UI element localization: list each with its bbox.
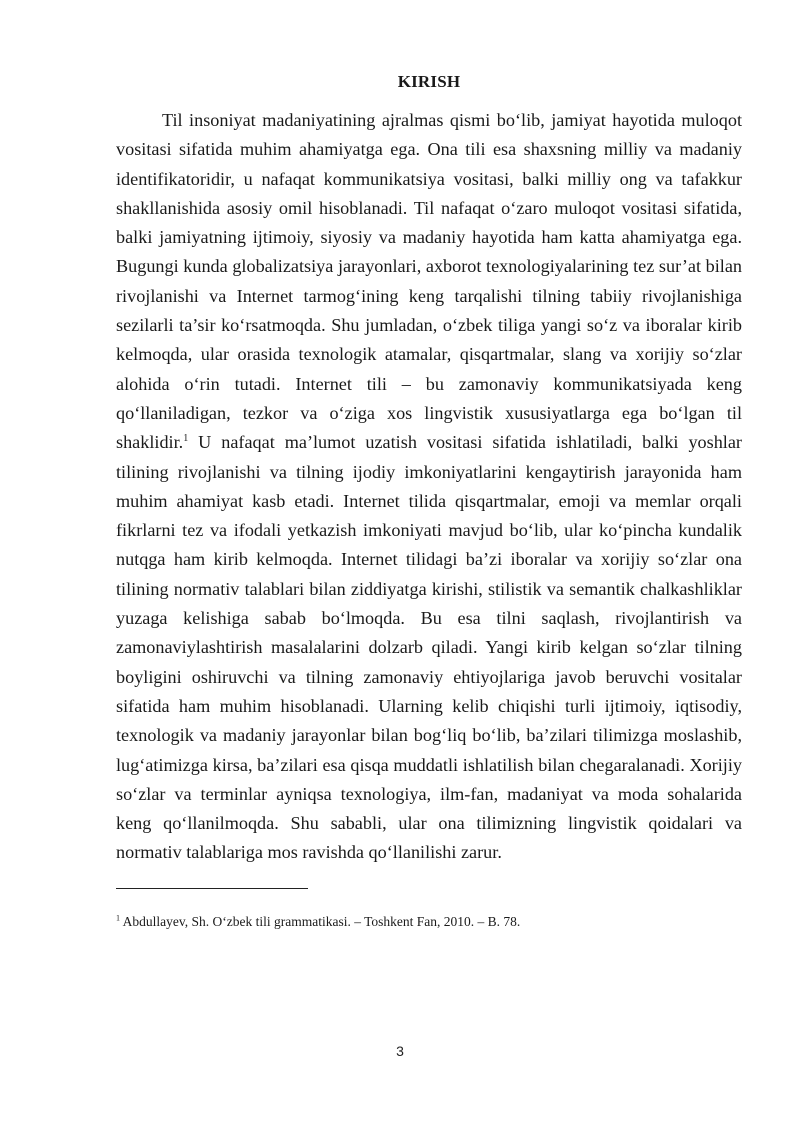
document-page [116, 72, 742, 931]
paragraph-text-part-1: Til insoniyat madaniyatining ajralmas qismi bo‘lib, jamiyat hayotida muloqot vositasi sifatida muhim ahamiyatga ega. Ona tili esa shaxsning milliy va madaniy identifikatoridir, u nafaqat kommunikatsiya vositasi, balki milliy ong va tafakkur shakllanishida asosiy omil hisoblanadi. Til nafaqat o‘zaro muloqot vositasi sifatida, balki jamiyatning ijtimoiy, siyosiy va madaniy hayotida ham katta ahamiyatga ega. Bugungi kunda globalizatsiya jarayonlari, axborot texnologiyalarining tez sur’at bilan rivojlanishi va Internet tarmog‘ining keng tarqalishi tilning tabiiy rivojlanishiga sezilarli ta’sir ko‘rsatmoqda. Shu jumladan, o‘zbek tiliga yangi so‘z va iboralar kirib kelmoqda, ular orasida texnologik atamalar, qisqartmalar, slang va xorijiy so‘zlar alohida o‘rin tutadi. Internet tili – bu zamonaviy kommunikatsiyada keng qo‘llaniladigan, tezkor va o‘ziga xos lingvistik xususiyatlarga ega bo‘lgan til shaklidir. [116, 110, 742, 453]
footnote-reference[interactable]: 1 [183, 433, 189, 445]
footnote-marker: 1 [116, 913, 120, 923]
footnote [116, 913, 742, 931]
section-heading: KIRISH [397, 72, 461, 91]
body-paragraph [116, 106, 742, 868]
footnote-separator [116, 888, 308, 889]
footnote-text: Abdullayev, Sh. O‘zbek tili grammatikasi. – Toshkent Fan, 2010. – B. 78. [120, 913, 521, 929]
paragraph-text-part-2: U nafaqat ma’lumot uzatish vositasi sifatida ishlatiladi, balki yoshlar tilining rivojlanishi va tilning ijodiy imkoniyatlarini kengaytirish jarayonida ham muhim ahamiyat kasb etadi. Internet tilida qisqartmalar, emoji va memlar orqali fikrlarni tez va ifodali yetkazish imkoniyati mavjud bo‘lib, ular ko‘pincha kundalik nutqga ham kirib kelmoqda. Internet tilidagi ba’zi iboralar va xorijiy so‘zlar ona tilining normativ talablari bilan ziddiyatga kirishi, stilistik va semantik chalkashliklar yuzaga kelishiga sabab bo‘lmoqda. Bu esa tilni saqlash, rivojlantirish va zamonaviylashtirish masalalarini dolzarb qiladi. Yangi kirib kelgan so‘zlar tilning boyligini oshiruvchi va tilning zamonaviy ehtiyojlariga javob beruvchi vositalar sifatida ham muhim hisoblanadi. Ularning kelib chiqishi turli ijtimoiy, iqtisodiy, texnologik va madaniy jarayonlar bilan bog‘liq bo‘lib, ba’zilari tilimizga moslashib, lug‘atimizga kirsa, ba’zilari esa qisqa muddatli ishlatilish bilan chegaralanadi. Xorijiy so‘zlar va terminlar ayniqsa texnologiya, ilm-fan, madaniyat va moda sohalarida keng qo‘llanilmoqda. Shu sababli, ular ona tilimizning lingvistik qoidalari va normativ talablariga mos ravishda qo‘llanilishi zarur. [116, 432, 742, 863]
page-number: 3 [396, 1043, 404, 1059]
